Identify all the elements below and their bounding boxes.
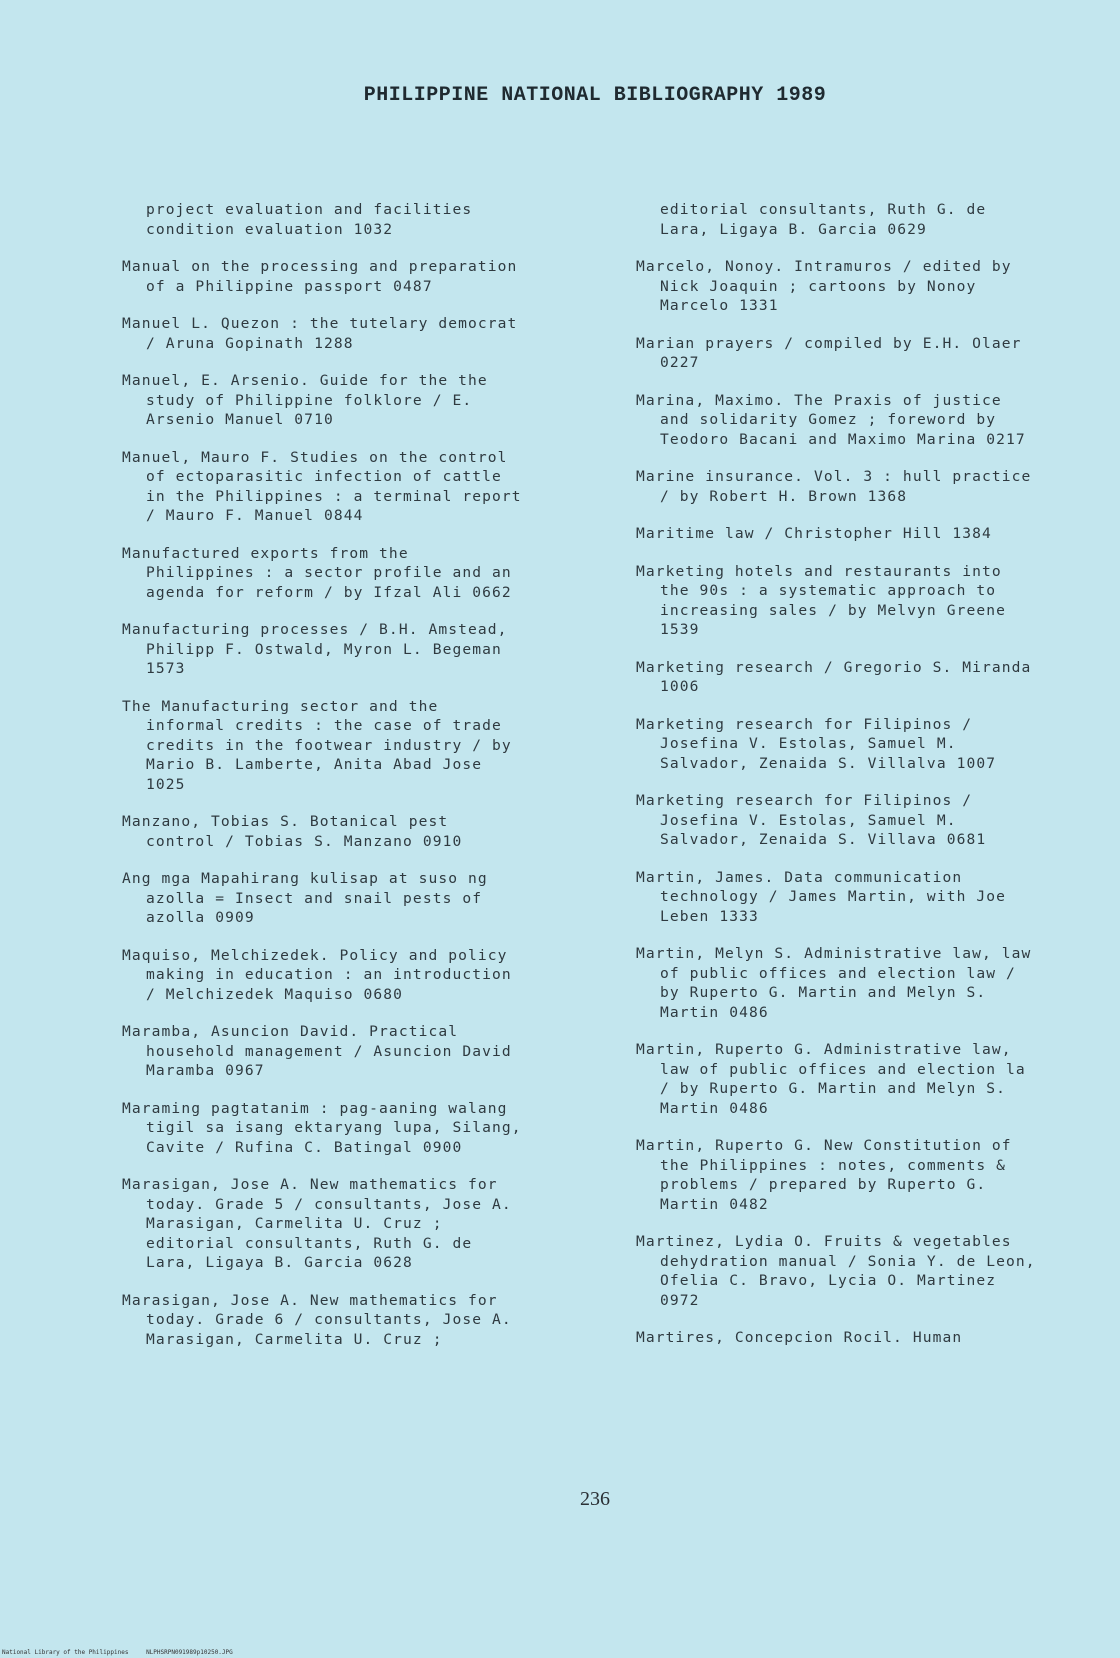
footer-library: National Library of the Philippines [2,1649,129,1656]
bib-entry: Maquiso, Melchizedek. Policy and policy making in education : an introduction / Melchizedek Maquiso 0680 [122,946,512,1003]
bib-entry: Maramba, Asuncion David. Practical household management / Asuncion David Maramba 0967 [122,1023,512,1079]
footer-file: NLPHSRPN091989p10250.JPG [146,1649,233,1656]
bib-entry: Marina, Maximo. The Praxis of justice and solidarity Gomez ; foreword by Teodoro Bacani and Maximo Marina 0217 [636,391,1026,448]
bib-entry: Manuel, E. Arsenio. Guide for the the study of Philippine folklore / E. Arsenio Manuel 0710 [122,372,488,428]
bib-entry: project evaluation and facilities condition evaluation 1032 [146,201,473,238]
page-title: PHILIPPINE NATIONAL BIBLIOGRAPHY 1989 [363,84,827,107]
bib-entry: Marketing research / Gregorio S. Miranda 1006 [636,658,1032,695]
bib-entry: Manuel, Mauro F. Studies on the control of ectoparasitic infection of cattle in the Philippines : a terminal report / Mauro F. Manuel 0844 [122,448,522,524]
bib-entry: Martin, James. Data communication technology / James Martin, with Joe Leben 1333 [636,868,1007,925]
bib-entry: Martin, Ruperto G. New Constitution of the Philippines : notes, comments & problems / prepared by Ruperto G. Martin 0482 [636,1137,1012,1213]
bib-entry: Marasigan, Jose A. New mathematics for today. Grade 5 / consultants, Jose A. Marasigan, Carmelita U. Cruz ; editorial consultants, Ruth G. de Lara, Ligaya B. Garcia 0628 [122,1176,512,1271]
bib-entry: Maraming pagtatanim : pag-aaning walang tigil sa isang ektaryang lupa, Silang, Cavite / Rufina C. Batingal 0900 [122,1099,522,1156]
page-number: 236 [580,1488,610,1510]
bib-entry: Marketing research for Filipinos / Josefina V. Estolas, Samuel M. Salvador, Zenaida S. Villalva 1007 [636,715,997,772]
bib-entry: Manuel L. Quezon : the tutelary democrat / Aruna Gopinath 1288 [122,315,518,352]
bib-entry: Marcelo, Nonoy. Intramuros / edited by Nick Joaquin ; cartoons by Nonoy Marcelo 1331 [636,258,1012,314]
bib-entry: Marian prayers / compiled by E.H. Olaer 0227 [636,334,1022,371]
bib-entry: The Manufacturing sector and the informal credits : the case of trade credits in the footwear industry / by Mario B. Lamberte, Anita Abad Jose 1025 [122,697,512,793]
bib-entry: Martires, Concepcion Rocil. Human [636,1329,963,1346]
bib-entry: Marasigan, Jose A. New mathematics for today. Grade 6 / consultants, Jose A. Marasigan, Carmelita U. Cruz ; [122,1291,512,1348]
bib-entry: Marketing research for Filipinos / Josefina V. Estolas, Samuel M. Salvador, Zenaida S. Villava 0681 [636,792,987,848]
bib-entry: Maritime law / Christopher Hill 1384 [636,525,992,542]
left-column [122,200,592,1367]
bib-entry: Manufacturing processes / B.H. Amstead, Philipp F. Ostwald, Myron L. Begeman 1573 [122,621,508,677]
bib-entry: Martin, Ruperto G. Administrative law, law of public offices and election la / by Ruperto G. Martin and Melyn S. Martin 0486 [636,1041,1026,1117]
bib-entry: Manzano, Tobias S. Botanical pest control / Tobias S. Manzano 0910 [122,813,463,850]
bib-entry: Martinez, Lydia O. Fruits & vegetables dehydration manual / Sonia Y. de Leon, Ofelia C. Bravo, Lycia O. Martinez 0972 [636,1233,1036,1309]
bib-entry: Marine insurance. Vol. 3 : hull practice / by Robert H. Brown 1368 [636,468,1032,505]
bib-entry: Manual on the processing and preparation of a Philippine passport 0487 [122,258,518,295]
right-column [636,200,1106,1366]
bib-entry: editorial consultants, Ruth G. de Lara, Ligaya B. Garcia 0629 [660,201,987,238]
scan-footer [2,1649,247,1656]
bib-entry: Ang mga Mapahirang kulisap at suso ng azolla = Insect and snail pests of azolla 0909 [122,870,488,926]
bib-entry: Manufactured exports from the Philippines : a sector profile and an agenda for reform / by Ifzal Ali 0662 [122,544,512,601]
bib-entry: Marketing hotels and restaurants into the 90s : a systematic approach to increasing sales / by Melvyn Greene 1539 [636,562,1007,638]
bib-entry: Martin, Melyn S. Administrative law, law of public offices and election law / by Ruperto G. Martin and Melyn S. Martin 0486 [636,945,1032,1021]
